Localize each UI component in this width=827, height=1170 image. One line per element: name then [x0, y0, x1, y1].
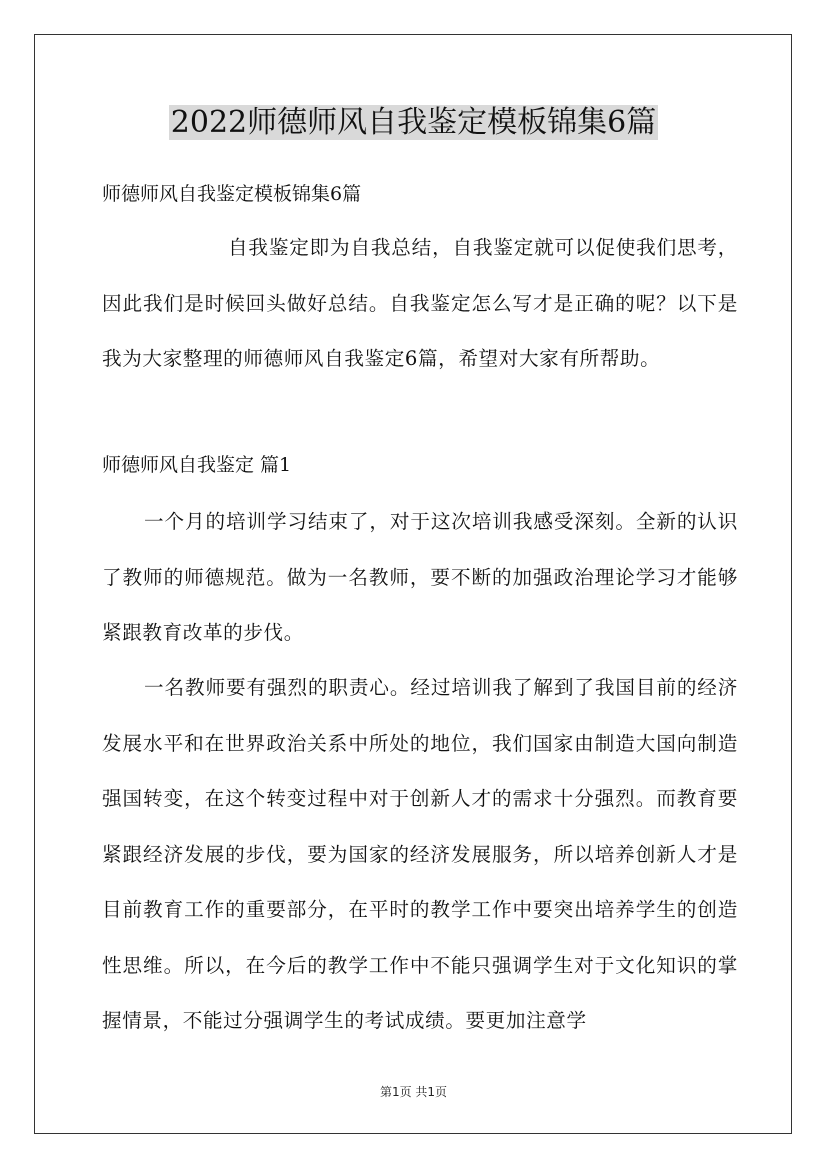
- document-subtitle: 师德师风自我鉴定模板锦集6篇: [102, 183, 362, 205]
- document-title: [0, 103, 827, 143]
- body-paragraph-2: 一名教师要有强烈的职责心。经过培训我了解到了我国目前的经济发展水平和在世界政治关系中所处的地位，我们国家由制造大国向制造强国转变，在这个转变过程中对于创新人才的需求十分强烈。而教育要紧跟经济发展的步伐，要为国家的经济发展服务，所以培养创新人才是目前教育工作的重要部分，在平时的教学工作中要突出培养学生的创造性思维。所以，在今后的教学工作中不能只强调学生对于文化知识的掌握情景，不能过分强调学生的考试成绩。要更加注意学: [102, 676, 738, 1032]
- intro-paragraph: 自我鉴定即为自我总结，自我鉴定就可以促使我们思考，因此我们是时候回头做好总结。自我鉴定怎么写才是正确的呢？以下是我为大家整理的师德师风自我鉴定6篇，希望对大家有所帮助。: [102, 236, 738, 370]
- page-footer: 第1页 共1页: [379, 1085, 448, 1099]
- body-paragraph-1: 一个月的培训学习结束了，对于这次培训我感受深刻。全新的认识了教师的师德规范。做为一名教师，要不断的加强政治理论学习才能够紧跟教育改革的步伐。: [102, 510, 738, 644]
- document-title-text: 2022师德师风自我鉴定模板锦集6篇: [170, 105, 657, 140]
- section-heading: 师德师风自我鉴定 篇1: [102, 454, 292, 476]
